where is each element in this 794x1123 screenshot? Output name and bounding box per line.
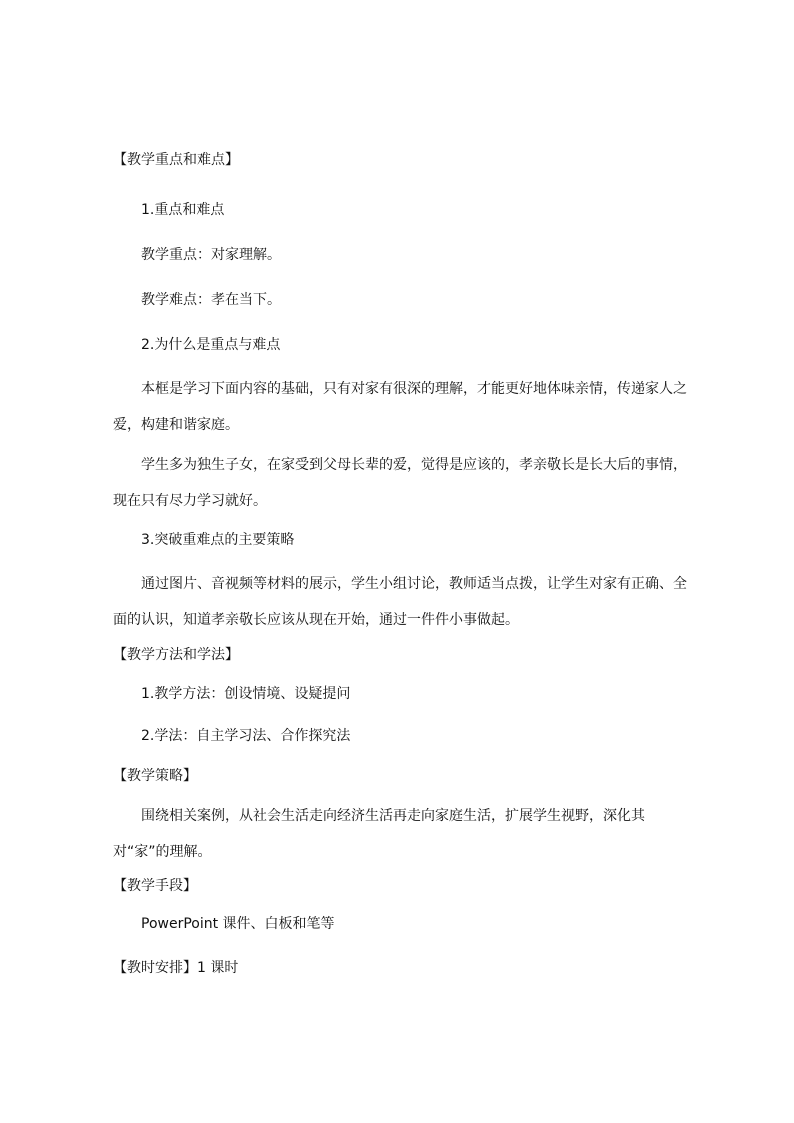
heading-methods: 【教学方法和学法】 bbox=[113, 647, 239, 663]
strategy-paragraph: 通过图片、音视频等材料的展示，学生小组讨论，教师适当点拨，让学生对家有正确、全面的认识，知道孝亲敬长应该从现在开始，通过一件件小事做起。 bbox=[113, 576, 687, 628]
sub3-title: 3.突破重难点的主要策略 bbox=[141, 532, 295, 548]
reason-paragraph-2: 学生多为独生子女，在家受到父母长辈的爱，觉得是应该的，孝亲敬长是长大后的事情，现在只有尽力学习就好。 bbox=[113, 457, 687, 509]
heading-key-points: 【教学重点和难点】 bbox=[113, 152, 239, 168]
heading-schedule: 【教时安排】1 课时 bbox=[113, 960, 239, 976]
reason-paragraph-1: 本框是学习下面内容的基础，只有对家有很深的理解，才能更好地体味亲情，传递家人之爱，构建和谐家庭。 bbox=[113, 381, 687, 433]
heading-teaching-strategy: 【教学策略】 bbox=[113, 768, 197, 784]
key-point-text: 教学重点：对家理解。 bbox=[141, 247, 281, 263]
sub2-title: 2.为什么是重点与难点 bbox=[141, 337, 281, 353]
method-1: 1.教学方法：创设情境、设疑提问 bbox=[141, 686, 351, 702]
method-2: 2.学法：自主学习法、合作探究法 bbox=[141, 728, 351, 744]
sub1-title: 1.重点和难点 bbox=[141, 202, 225, 218]
heading-teaching-means: 【教学手段】 bbox=[113, 878, 197, 894]
teaching-means-text: PowerPoint 课件、白板和笔等 bbox=[141, 916, 335, 932]
teaching-strategy-paragraph: 围绕相关案例，从社会生活走向经济生活再走向家庭生活，扩展学生视野，深化其对“家”的理解。 bbox=[113, 808, 645, 860]
difficult-point-text: 教学难点：孝在当下。 bbox=[141, 292, 281, 308]
